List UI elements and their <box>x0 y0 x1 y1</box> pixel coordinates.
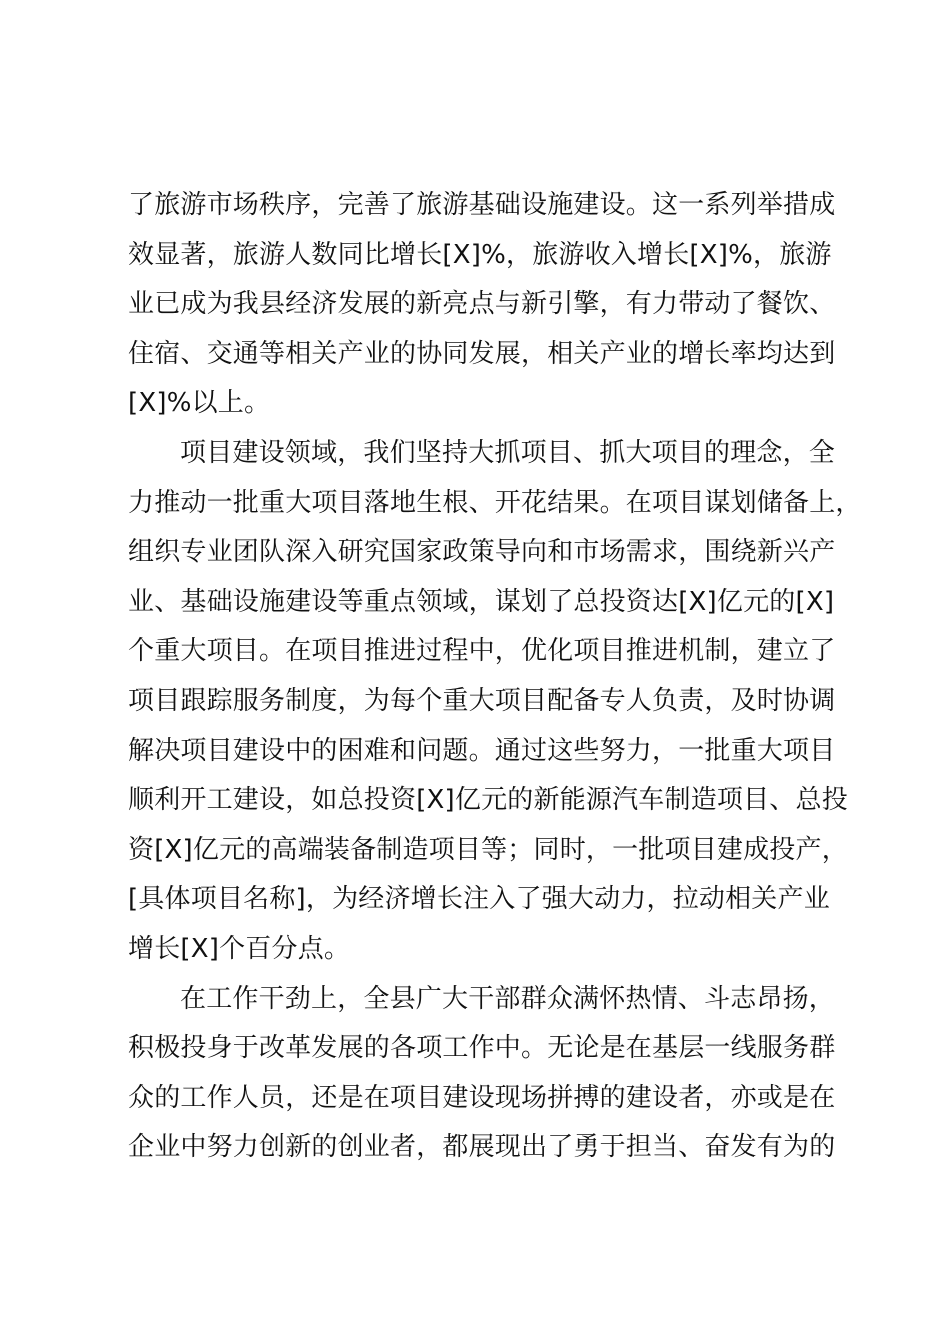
paragraph-1-line-1: 了旅游市场秩序，完善了旅游基础设施建设。这一系列举措成 <box>128 190 836 220</box>
paragraph-3-line-1: 在工作干劲上，全县广大干部群众满怀热情、斗志昂扬， <box>180 983 836 1014</box>
paragraph-2-line-7: 解决项目建设中的困难和问题。通过这些努力，一批重大项目 <box>128 735 836 766</box>
paragraph-3-line-2: 积极投身于改革发展的各项工作中。无论是在基层一线服务群 <box>128 1033 836 1064</box>
paragraph-1-line-5: [X]%以上。 <box>128 388 271 419</box>
paragraph-1-line-4: 住宿、交通等相关产业的协同发展，相关产业的增长率均达到 <box>128 338 836 369</box>
paragraph-2-line-8: 顺利开工建设，如总投资[X]亿元的新能源汽车制造项目、总投 <box>128 785 848 816</box>
paragraph-3-line-3: 众的工作人员，还是在项目建设现场拼搏的建设者，亦或是在 <box>128 1082 836 1113</box>
paragraph-1-line-3: 业已成为我县经济发展的新亮点与新引擎，有力带动了餐饮、 <box>128 289 836 320</box>
paragraph-2-line-6: 项目跟踪服务制度，为每个重大项目配备专人负责，及时协调 <box>128 685 836 716</box>
paragraph-3-line-4: 企业中努力创新的创业者，都展现出了勇于担当、奋发有为的 <box>128 1132 836 1163</box>
paragraph-1-line-2: 效显著，旅游人数同比增长[X]%，旅游收入增长[X]%，旅游 <box>128 239 832 270</box>
document-body <box>128 181 868 1173</box>
paragraph-2-line-2: 力推动一批重大项目落地生根、开花结果。在项目谋划储备上， <box>128 487 862 518</box>
paragraph-2-line-1: 项目建设领域，我们坚持大抓项目、抓大项目的理念，全 <box>180 437 836 468</box>
paragraph-2-line-9: 资[X]亿元的高端装备制造项目等；同时，一批项目建成投产， <box>128 834 848 865</box>
paragraph-2-line-10: [具体项目名称]，为经济增长注入了强大动力，拉动相关产业 <box>128 884 830 915</box>
paragraph-2-line-5: 个重大项目。在项目推进过程中，优化项目推进机制，建立了 <box>128 636 836 667</box>
paragraph-2-line-3: 组织专业团队深入研究国家政策导向和市场需求，围绕新兴产 <box>128 537 836 568</box>
paragraph-2-line-4: 业、基础设施建设等重点领域，谋划了总投资达[X]亿元的[X] <box>128 586 835 617</box>
paragraph-2-line-11: 增长[X]个百分点。 <box>128 933 351 964</box>
